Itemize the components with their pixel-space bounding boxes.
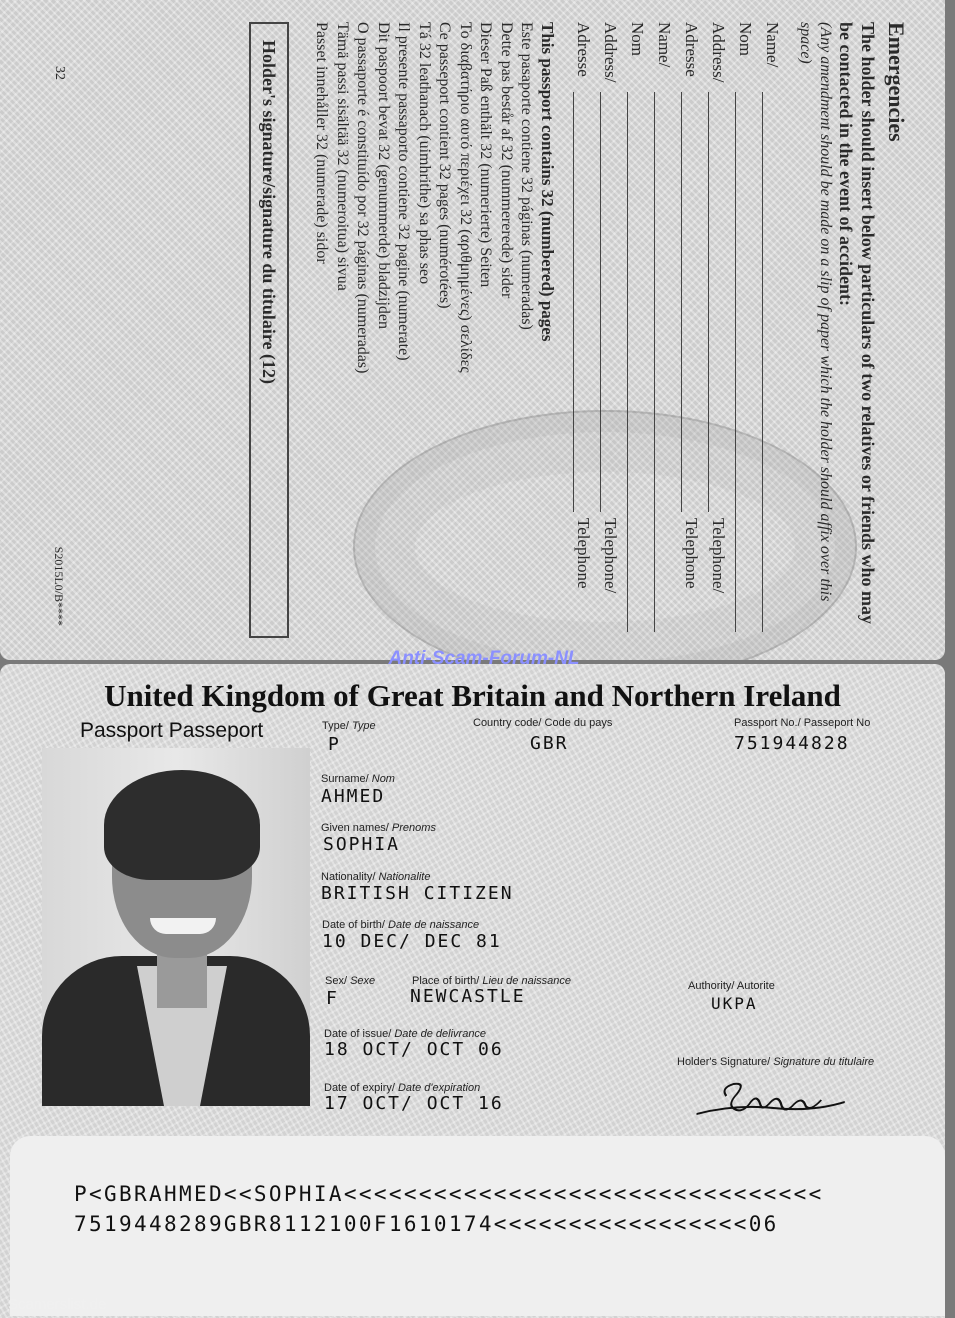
pages-line-en: This passport contains 32 (numbered) pages bbox=[538, 22, 557, 342]
pages-line-de: Dieser Paß enthält 32 (numerierte) Seiten bbox=[477, 22, 495, 288]
address-line-2 bbox=[600, 92, 621, 512]
nom-label-2: Nom bbox=[628, 22, 647, 56]
address-label-2: Address/ bbox=[601, 22, 620, 83]
holder-signature-label: Holder's Signature/ Signature du titulaire bbox=[677, 1056, 875, 1068]
contact2-nom-row bbox=[627, 22, 654, 638]
expiry-value: 17 OCT/ OCT 16 bbox=[324, 1093, 504, 1114]
pages-line-es: Este pasaporte contiene 32 páginas (numeradas) bbox=[518, 22, 536, 330]
page-number: 32 bbox=[52, 66, 67, 80]
adresse-label: Adresse bbox=[682, 22, 701, 77]
type-label: Type/ Type bbox=[322, 720, 376, 732]
pages-line-sv: Passet innehåller 32 (numerade) sidor bbox=[313, 22, 331, 264]
name-line bbox=[762, 92, 783, 632]
pages-line-pt: O passaporte é constituído por 32 páginas (numeradas) bbox=[354, 22, 372, 374]
holder-photo bbox=[42, 748, 310, 1106]
pages-statement bbox=[311, 22, 557, 638]
photo-hair bbox=[104, 770, 260, 880]
sex-label: Sex/ Sexe bbox=[325, 975, 376, 987]
photo-smile bbox=[150, 918, 216, 934]
contact1-nom-row bbox=[735, 22, 762, 638]
passport-data-page bbox=[0, 664, 945, 1318]
given-names-value: SOPHIA bbox=[323, 834, 401, 855]
nom-line-2 bbox=[627, 92, 648, 632]
name-line-2 bbox=[654, 92, 675, 632]
footer-watermark: Scamerslist.de bbox=[8, 1296, 107, 1313]
pages-line-ga: Tá 32 leathanach (uimhrithe) sa phas seo bbox=[416, 22, 433, 285]
passport-no-value: 751944828 bbox=[734, 733, 850, 754]
pages-line-fi: Tämä passi sisältää 32 (numeroitua) sivua bbox=[334, 22, 351, 291]
surname-value: AHMED bbox=[321, 786, 386, 807]
emergencies-title: Emergencies bbox=[884, 22, 909, 142]
contact2-address-row bbox=[600, 22, 627, 638]
pages-line-nl: Dit paspoort bevat 32 (genummerde) bladzijden bbox=[375, 22, 392, 330]
pob-label: Place of birth/ Lieu de naissance bbox=[412, 975, 572, 987]
nom-label: Nom bbox=[736, 22, 755, 56]
holder-signature-box: Holder's signature/signature du titulaire (12) bbox=[249, 22, 289, 638]
telephone-label-fr: Telephone bbox=[682, 518, 701, 589]
pages-line-da: Dette pas består af 32 (nummererede) sider bbox=[498, 22, 515, 299]
adresse-line bbox=[681, 92, 702, 512]
emergencies-note: (Any amendment should be made on a slip of paper which the holder should affix over this space) bbox=[797, 22, 834, 602]
watermark-text: Anti-Scam-Forum-NL bbox=[388, 648, 580, 669]
address-line bbox=[708, 92, 729, 512]
document-title: Passport Passeport bbox=[80, 719, 264, 742]
address-label: Address/ bbox=[709, 22, 728, 83]
country-code-label: Country code/ Code du pays bbox=[473, 717, 613, 729]
given-names-label: Given names/ Prenoms bbox=[321, 822, 436, 834]
pob-value: NEWCASTLE bbox=[410, 986, 526, 1007]
emergencies-instruction: The holder should insert below particulars of two relatives or friends who may be contacted in the event of accident: bbox=[836, 22, 878, 624]
passport-no-label: Passport No./ Passeport No bbox=[734, 717, 871, 729]
sex-value: F bbox=[326, 988, 339, 1009]
name-label-2: Name/ bbox=[655, 22, 674, 68]
nationality-value: BRITISH CITIZEN bbox=[321, 883, 514, 904]
mrz-line-2: 7519448289GBR8112100F1610174<<<<<<<<<<<<<<<<<06 bbox=[74, 1212, 779, 1236]
issue-label: Date of issue/ Date de delivrance bbox=[324, 1028, 487, 1040]
pages-line-el: Το διαβατήριο αυτό περιέχει 32 (αριθμημένες) σελίδες bbox=[457, 22, 474, 373]
dob-value: 10 DEC/ DEC 81 bbox=[322, 931, 502, 952]
contact1-name-row bbox=[762, 22, 789, 638]
adresse-label-2: Adresse bbox=[574, 22, 593, 77]
nationality-label: Nationality/ Nationalite bbox=[321, 871, 431, 883]
name-label: Name/ bbox=[763, 22, 782, 68]
telephone-label-2: Telephone/ bbox=[601, 518, 620, 594]
authority-label: Authority/ Autorite bbox=[688, 980, 775, 992]
authority-value: UKPA bbox=[711, 994, 758, 1013]
telephone-label: Telephone/ bbox=[709, 518, 728, 594]
contact2-adresse-row bbox=[573, 22, 600, 638]
contact1-address-row bbox=[708, 22, 735, 638]
country-title: United Kingdom of Great Britain and Northern Ireland bbox=[104, 678, 841, 713]
contact1-adresse-row bbox=[681, 22, 708, 638]
pages-line-fr: Ce passeport contient 32 pages (numérotées) bbox=[436, 22, 454, 309]
emergencies-rotated-content bbox=[27, 10, 927, 650]
telephone-label-fr-2: Telephone bbox=[574, 518, 593, 589]
serial-number: S2015L0/B**** bbox=[52, 546, 66, 626]
type-value: P bbox=[328, 734, 341, 755]
holder-signature-image bbox=[688, 1076, 861, 1126]
issue-value: 18 OCT/ OCT 06 bbox=[324, 1039, 504, 1060]
surname-label: Surname/ Nom bbox=[321, 773, 395, 785]
adresse-line-2 bbox=[573, 92, 594, 512]
contact2-name-row bbox=[654, 22, 681, 638]
nom-line bbox=[735, 92, 756, 632]
mrz-line-1: P<GBRAHMED<<SOPHIA<<<<<<<<<<<<<<<<<<<<<<<<<<<<<<<< bbox=[74, 1182, 824, 1206]
pages-line-it: Il presente passaporto contiene 32 pagine (numerate) bbox=[395, 22, 413, 361]
emergencies-page bbox=[0, 0, 945, 660]
expiry-label: Date of expiry/ Date d'expiration bbox=[324, 1082, 481, 1094]
dob-label: Date of birth/ Date de naissance bbox=[322, 919, 480, 931]
country-code-value: GBR bbox=[530, 733, 569, 754]
